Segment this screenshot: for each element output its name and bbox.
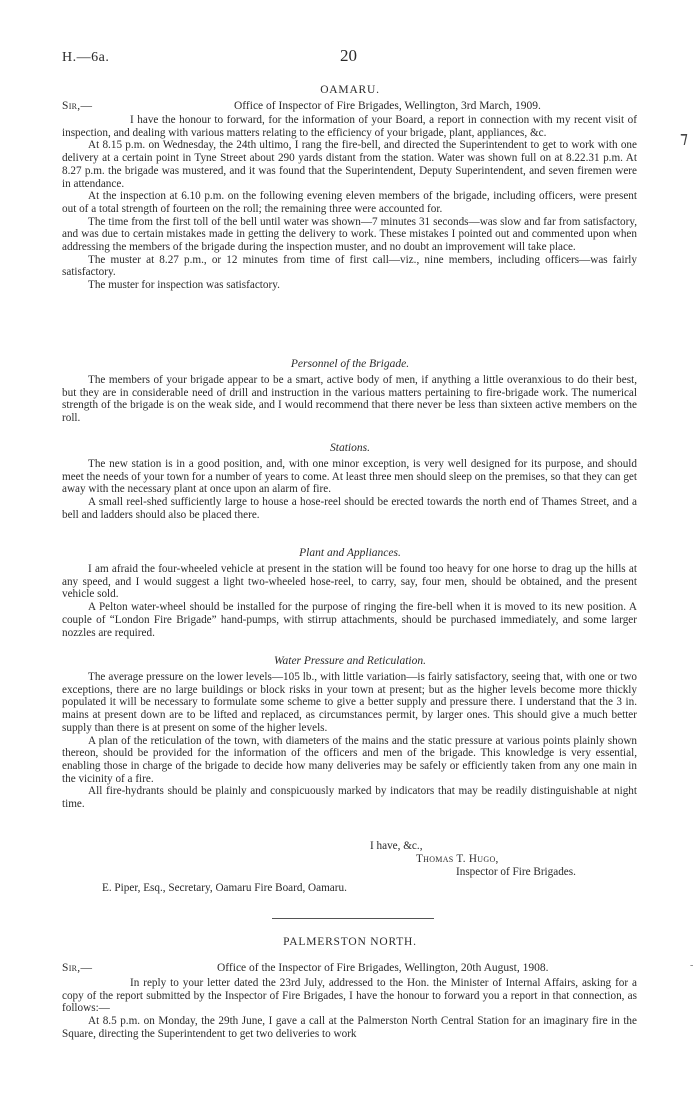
- paragraph: At 8.15 p.m. on Wednesday, the 24th ultimo, I rang the fire-bell, and directed the Superintendent to get to work with one delivery at a certain point in Tyne Street about 290 yards distant from the station. Water was shown full on at 8.22.31 p.m. At 8.27 p.m. the brigade was mustered, and it was found that the Superintendent, Deputy Superintendent, and seven firemen were in attendance.: [62, 139, 637, 190]
- subheading-plant: Plant and Appliances.: [299, 547, 401, 559]
- personnel-body: [62, 374, 637, 425]
- paragraph: The members of your brigade appear to be a smart, active body of men, if anything a little overanxious to do their best, but they are in considerable need of drill and instruction in the various matters pertaining to fire-brigade work. The numerical strength of the brigade is on the weak side, and I would recommend that there never be less than sixteen active members on the roll.: [62, 374, 637, 425]
- paragraph: I have the honour to forward, for the information of your Board, a report in connection with my recent visit of inspection, and dealing with various matters relating to the efficiency of your brigade, plant, appliances, &c.: [62, 114, 637, 139]
- stations-body: [62, 458, 637, 522]
- paragraph: At the inspection at 6.10 p.m. on the following evening eleven members of the brigade, including officers, were present out of a total strength of fourteen on the roll; the remaining three were accounted for.: [62, 190, 637, 215]
- section-title-palmerston-north: PALMERSTON NORTH.: [283, 936, 417, 948]
- oamaru-intro: [62, 114, 637, 292]
- paragraph: A Pelton water-wheel should be installed for the purpose of ringing the fire-bell when it is moved to its new position. A couple of “London Fire Brigade” hand-pumps, with stirrup attachments, should be purchased immediately, and some larger nozzles are required.: [62, 601, 637, 639]
- section-divider: [272, 918, 434, 919]
- paragraph: A small reel-shed sufficiently large to house a hose-reel should be erected towards the north end of Thames Street, and a bell and ladders should also be placed there.: [62, 496, 637, 521]
- paragraph: All fire-hydrants should be plainly and conspicuously marked by indicators that may be readily distinguishable at night time.: [62, 785, 637, 811]
- paragraph: The time from the first toll of the bell until water was shown—7 minutes 31 seconds—was slow and far from satisfactory, and was due to certain mistakes made in getting the delivery to work. These mistakes I pointed out and commented upon when addressing the members of the brigade during the inspection muster, and no doubt an improvement will take place.: [62, 215, 637, 254]
- salutation-row: [62, 962, 637, 976]
- salutation: Sir,—: [62, 100, 93, 112]
- salutation-row: [62, 100, 637, 114]
- salutation: Sir,—: [62, 962, 93, 974]
- office-line: Office of the Inspector of Fire Brigades, Wellington, 20th August, 1908.: [217, 962, 549, 974]
- paragraph: The new station is in a good position, and, with one minor exception, is very well designed for its purpose, and should meet the needs of your town for a number of years to come. At least three men should sleep on the premises, so that they can get away with the necessary plant at once upon an alarm of fire.: [62, 458, 637, 496]
- subheading-personnel: Personnel of the Brigade.: [290, 358, 410, 370]
- paragraph: The average pressure on the lower levels—105 lb., with little variation—is fairly satisfactory, seeing that, with one or two exceptions, there are no large buildings or block risks in your town at present; but as the higher levels become more thickly populated it will be necessary to formulate some scheme to give a better supply and pressure there. I understand that the 3 in. mains at present down are to be lifted and replaced, as circumstances permit, by larger ones. This should give a much better supply than there is at present on some of the higher levels.: [62, 671, 637, 734]
- margin-mark: ⁊: [680, 130, 688, 147]
- signer-title: Inspector of Fire Brigades.: [456, 866, 576, 878]
- document-reference: H.—6a.: [62, 50, 110, 65]
- subheading-water: Water Pressure and Reticulation.: [273, 655, 427, 667]
- paragraph: In reply to your letter dated the 23rd July, addressed to the Hon. the Minister of Internal Affairs, asking for a copy of the report submitted by the Inspector of Fire Brigades, I have the honour to forward you a report in that connection, as follows:—: [62, 977, 637, 1015]
- paragraph: The muster at 8.27 p.m., or 12 minutes from time of first call—viz., nine members, including officers—was fairly satisfactory.: [62, 253, 637, 279]
- paragraph: At 8.5 p.m. on Monday, the 29th June, I gave a call at the Palmerston North Central Station for an imaginary fire in the Square, directing the Superintendent to get two deliveries to work: [62, 1015, 637, 1040]
- section-title-oamaru: OAMARU.: [320, 84, 380, 96]
- signer-name: Thomas T. Hugo,: [416, 853, 499, 865]
- palmerston-intro: [62, 977, 637, 1041]
- water-body: [62, 671, 637, 811]
- paragraph: I am afraid the four-wheeled vehicle at present in the station will be found too heavy for one horse to drag up the hills at any speed, and I would suggest a light two-wheeled hose-reel, to carry, say, four men, should be obtained, and the present vehicle sold.: [62, 563, 637, 601]
- paragraph: A plan of the reticulation of the town, with diameters of the mains and the static pressure at various points plainly shown thereon, should be provided for the information of the officers and men of the brigade. This knowledge is very essential, enabling those in charge of the brigade to decide how many deliveries may be safely or efficiently taken from any one main in the vicinity of a fire.: [62, 734, 637, 785]
- closing: I have, &c.,: [370, 840, 423, 852]
- margin-mark: -: [690, 960, 694, 971]
- addressee: E. Piper, Esq., Secretary, Oamaru Fire Board, Oamaru.: [102, 882, 347, 894]
- plant-body: [62, 563, 637, 639]
- paragraph: The muster for inspection was satisfactory.: [88, 279, 280, 292]
- subheading-stations-text: Stations.: [330, 442, 370, 454]
- office-line: Office of Inspector of Fire Brigades, Wellington, 3rd March, 1909.: [234, 100, 541, 112]
- page-number: 20: [340, 46, 357, 65]
